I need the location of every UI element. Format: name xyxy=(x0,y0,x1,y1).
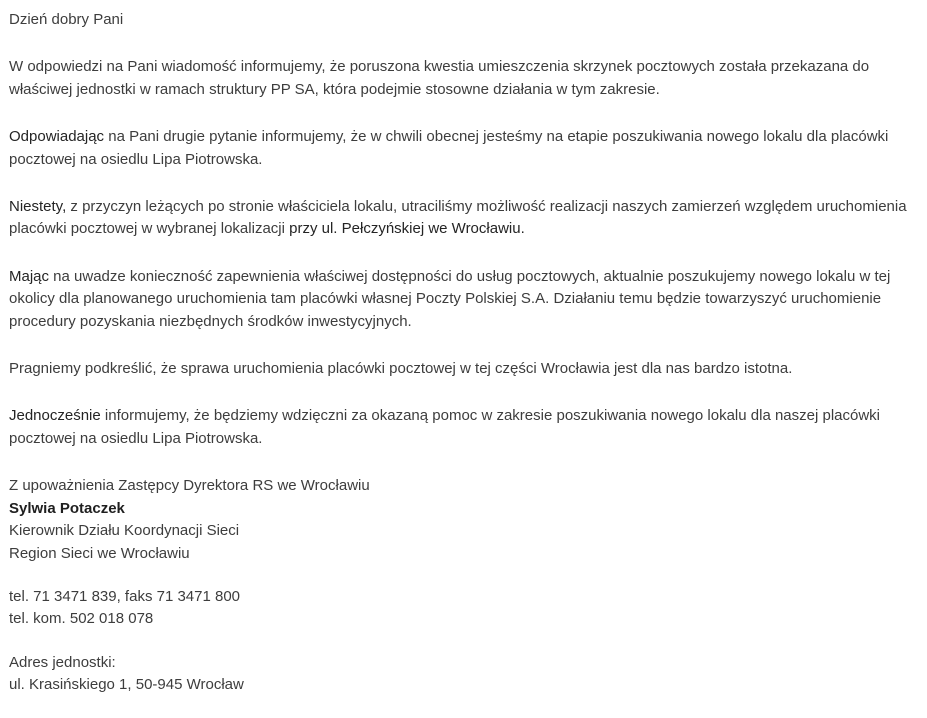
paragraph-lead: Niestety, xyxy=(9,198,67,216)
paragraph-gratitude xyxy=(9,405,918,450)
address-block xyxy=(9,652,918,697)
paragraph-text: na Pani drugie pytanie informujemy, że w chwili obecnej jesteśmy na etapie poszukiwania nowego lokalu dla placówki pocztowej na osiedlu Lipa Piotrowska. xyxy=(9,128,889,168)
paragraph-lead: Jednocześnie xyxy=(9,407,101,425)
contact-block xyxy=(9,586,918,631)
paragraph-second-question xyxy=(9,126,918,171)
paragraph-text: z przyczyn leżących po stronie właściciela lokalu, utraciliśmy możliwość realizacji naszych zamierzeń względem uruchomienia placówki pocztowej w wybranej lokalizacji xyxy=(9,198,907,238)
address-label: Adres jednostki: xyxy=(9,653,116,671)
paragraph-text: Pragniemy podkreślić, że sprawa uruchomienia placówki pocztowej w tej części Wrocławia jest dla nas bardzo istotna. xyxy=(9,360,793,378)
signature-authorization: Z upoważnienia Zastępcy Dyrektora RS we Wrocławiu xyxy=(9,477,370,495)
phone-fax-line: tel. 71 3471 839, faks 71 3471 800 xyxy=(9,587,241,605)
paragraph-text: informujemy, że będziemy wdzięczni za okazaną pomoc w zakresie poszukiwania nowego lokalu dla naszej placówki pocztowej na osiedlu Lipa Piotrowska. xyxy=(9,407,881,447)
paragraph-mailboxes xyxy=(9,56,918,101)
signature-block xyxy=(9,475,918,565)
signature-title: Kierownik Działu Koordynacji Sieci xyxy=(9,522,240,540)
paragraph-text: W odpowiedzi na Pani wiadomość informujemy, że poruszona kwestia umieszczenia skrzynek pocztowych została przekazana do właściwej jednostki w ramach struktury PP SA, która podejmie stosowne działania w tym zakresie. xyxy=(9,58,870,98)
signature-name: Sylwia Potaczek xyxy=(9,499,125,517)
signature-unit: Region Sieci we Wrocławiu xyxy=(9,544,190,562)
paragraph-lead: Odpowiadając xyxy=(9,128,105,146)
paragraph-lead: Mając xyxy=(9,267,50,285)
paragraph-lost-location xyxy=(9,196,918,241)
paragraph-new-premises xyxy=(9,266,918,333)
street-emphasis: przy ul. Pełczyńskiej we Wrocławiu. xyxy=(289,220,525,238)
address-line: ul. Krasińskiego 1, 50-945 Wrocław xyxy=(9,676,244,694)
mobile-line: tel. kom. 502 018 078 xyxy=(9,610,154,628)
paragraph-text: na uwadze konieczność zapewnienia właściwej dostępności do usług pocztowych, aktualnie poszukujemy nowego lokalu w tej okolicy dla planowanego uruchomienia tam placówki własnej Poczty Polskiej S.A. Działaniu temu będzie towarzyszyć uruchomienie procedury pozyskania niezbędnych środków inwestycyjnych. xyxy=(9,267,891,330)
paragraph-importance xyxy=(9,358,918,380)
greeting: Dzień dobry Pani xyxy=(9,11,124,28)
